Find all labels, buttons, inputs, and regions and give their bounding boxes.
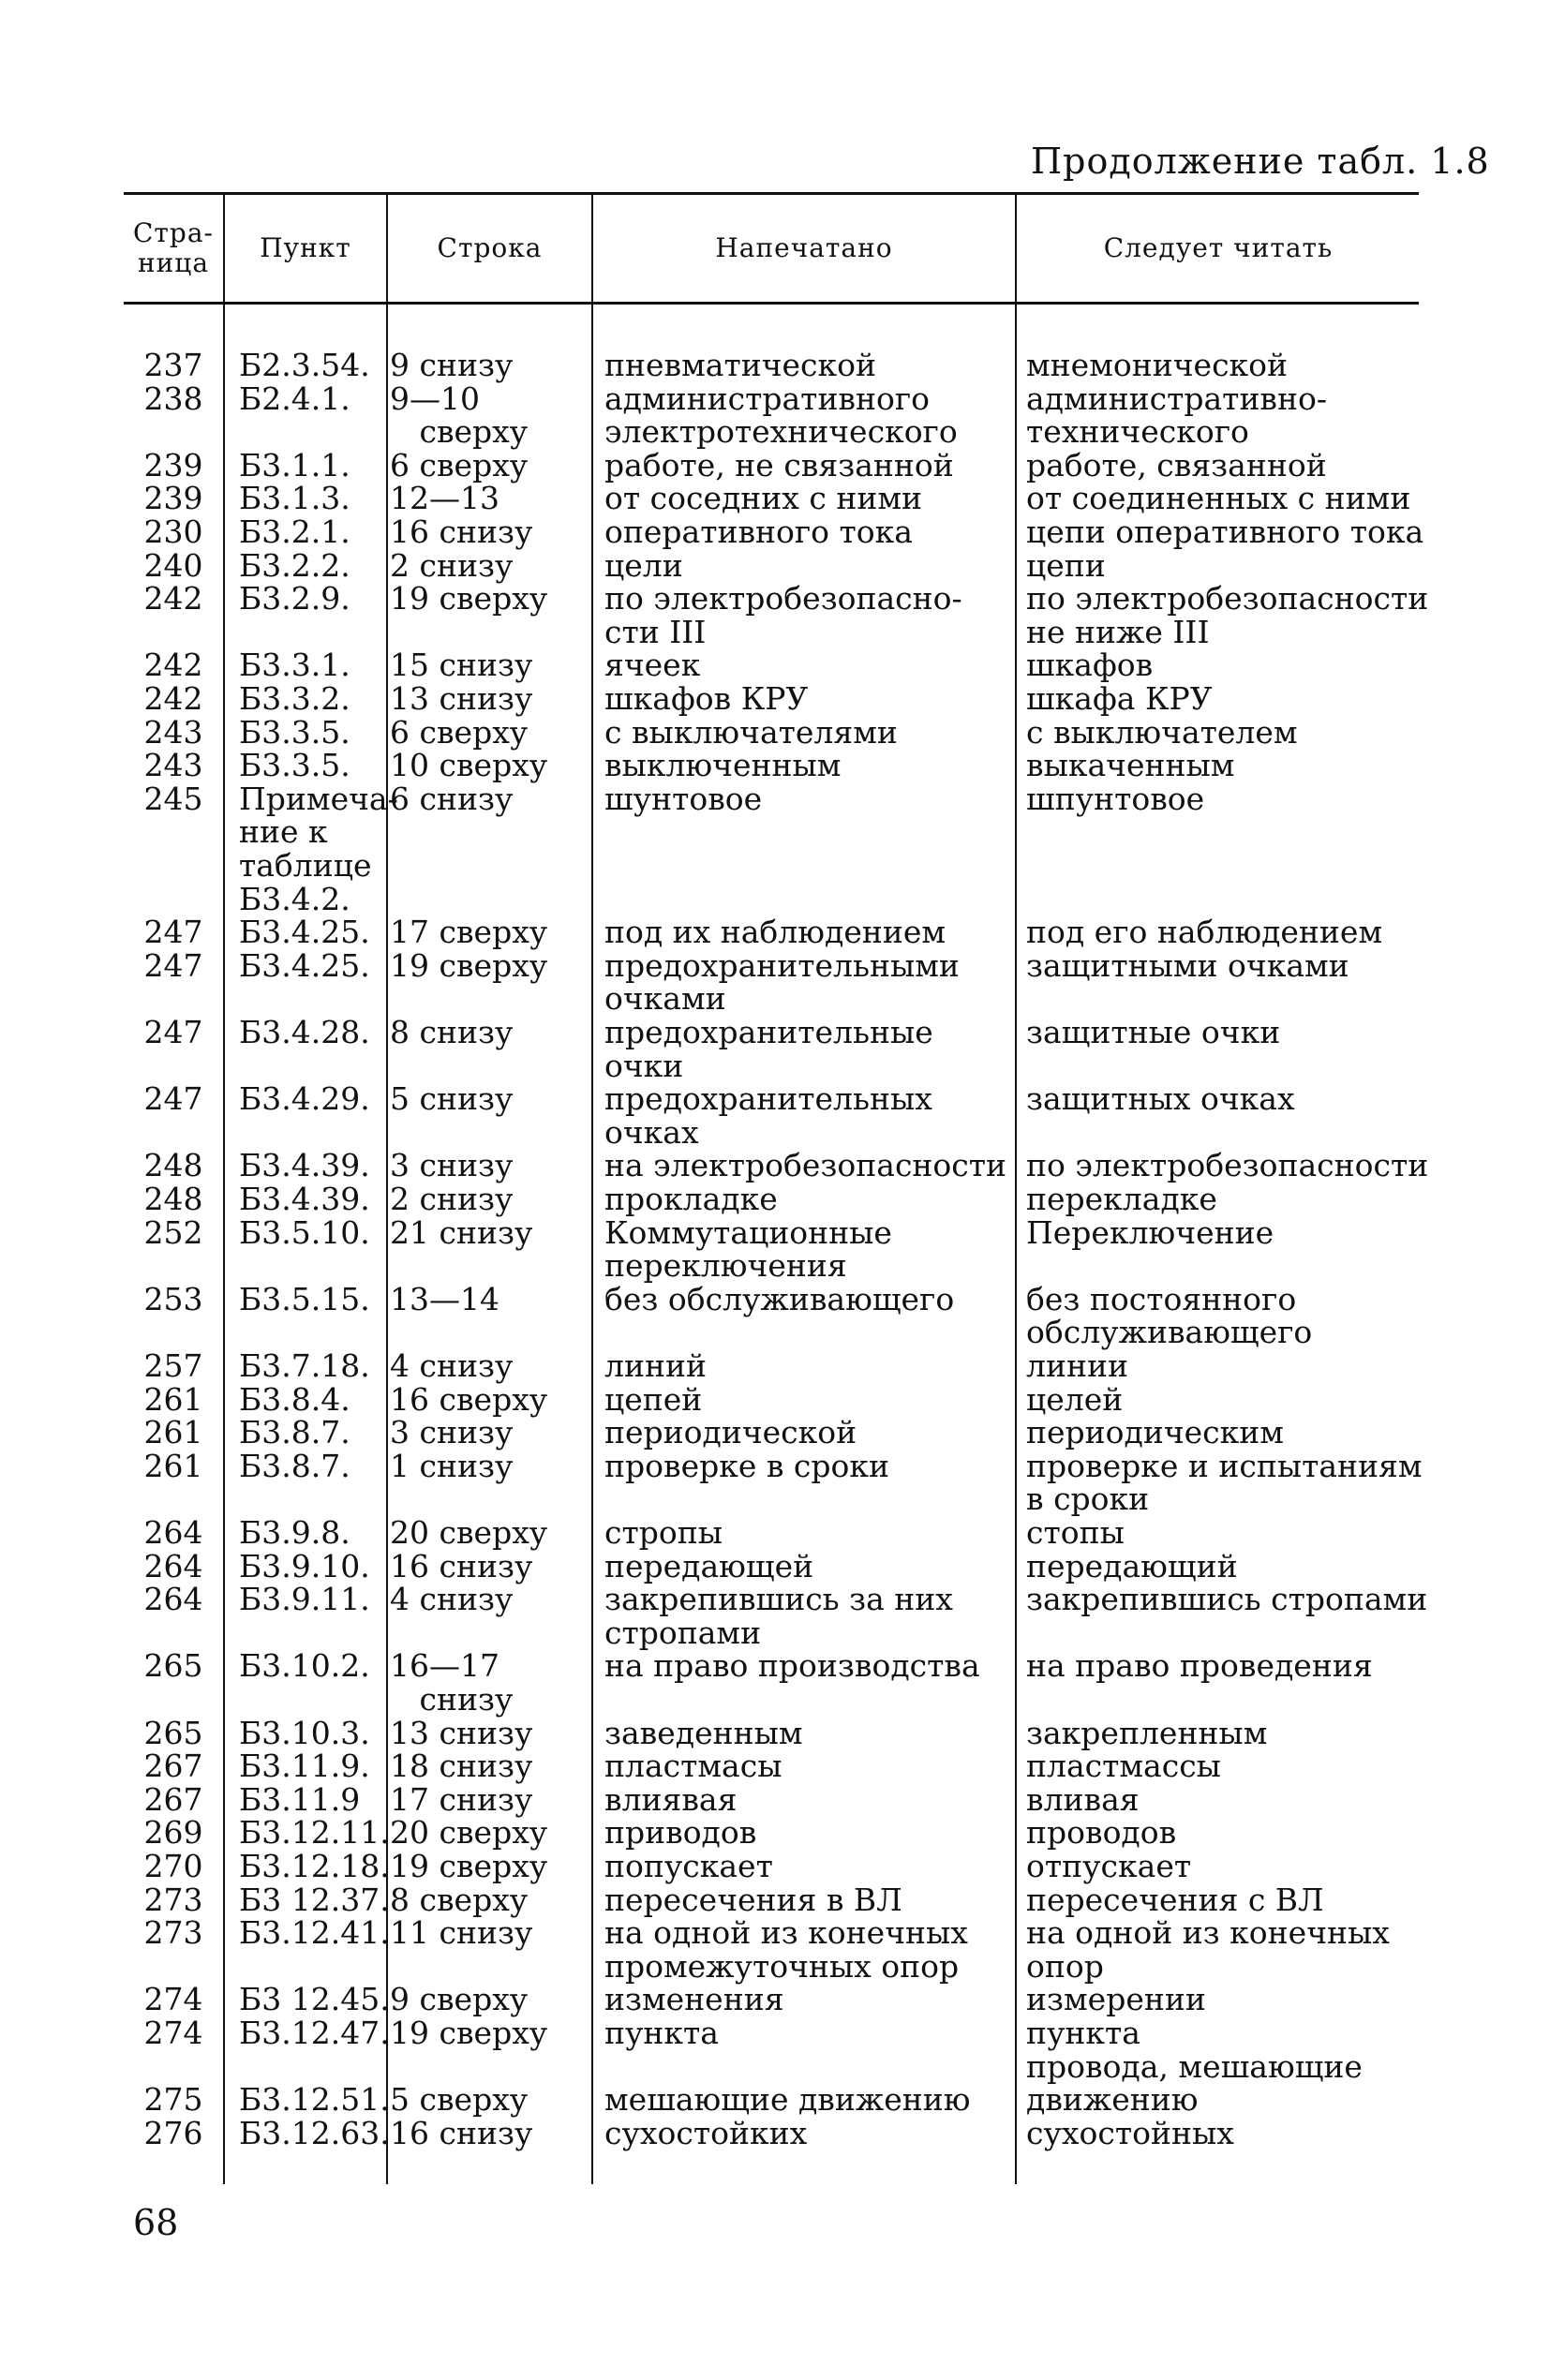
cell-page: 261 bbox=[143, 1414, 203, 1451]
cell-page: 273 bbox=[143, 1914, 203, 1952]
cell-item: Б3.12.51. bbox=[239, 2081, 390, 2119]
cell-page: 270 bbox=[143, 1848, 203, 1884]
cell-item: Примеча- ние к таблице Б3.4.2. bbox=[239, 780, 398, 917]
cell-page: 275 bbox=[143, 2081, 203, 2119]
cell-should-read: защитных очках bbox=[1026, 1080, 1295, 1118]
cell-should-read: пункта провода, мешающие bbox=[1026, 2015, 1363, 2085]
cell-page: 242 bbox=[143, 680, 203, 717]
cell-item: Б3 12.37. bbox=[239, 1881, 390, 1918]
cell-line: 17 снизу bbox=[390, 1780, 533, 1818]
cell-printed: периодической bbox=[604, 1414, 857, 1451]
cell-item: Б3.2.9. bbox=[239, 580, 350, 617]
cell-line: 9 сверху bbox=[390, 1981, 529, 2018]
cell-page: 267 bbox=[143, 1780, 203, 1818]
cell-page: 243 bbox=[143, 713, 203, 751]
column-divider bbox=[223, 193, 225, 2184]
cell-item: Б3.3.2. bbox=[239, 680, 350, 717]
cell-line: 11 снизу bbox=[390, 1914, 533, 1952]
cell-line: 16 сверху bbox=[390, 1380, 548, 1418]
cell-printed: пункта bbox=[604, 2015, 719, 2051]
cell-line: 18 снизу bbox=[390, 1748, 533, 1785]
cell-line: 19 сверху bbox=[390, 2015, 548, 2051]
cell-item: Б3.11.9 bbox=[239, 1780, 361, 1818]
cell-page: 265 bbox=[143, 1647, 203, 1685]
cell-item: Б3.4.28. bbox=[239, 1014, 370, 1050]
cell-should-read: измерении bbox=[1026, 1981, 1206, 2018]
cell-line: 9 снизу bbox=[390, 347, 514, 383]
cell-item: Б3.1.3. bbox=[239, 480, 350, 517]
cell-should-read: пересечения с ВЛ bbox=[1026, 1881, 1324, 1918]
cell-item: Б3.4.39. bbox=[239, 1181, 370, 1217]
cell-should-read: передающий bbox=[1026, 1547, 1238, 1584]
cell-page: 267 bbox=[143, 1748, 203, 1785]
cell-should-read: шпунтовое bbox=[1026, 780, 1205, 817]
cell-should-read: шкафа КРУ bbox=[1026, 680, 1213, 717]
cell-should-read: от соединенных с ними bbox=[1026, 480, 1411, 517]
cell-item: Б3.3.1. bbox=[239, 647, 350, 684]
cell-printed: цепей bbox=[604, 1380, 703, 1418]
cell-line: 6 сверху bbox=[390, 713, 529, 751]
cell-line: 9—10 сверху bbox=[390, 379, 529, 451]
cell-item: Б2.4.1. bbox=[239, 379, 350, 417]
cell-printed: мешающие движению bbox=[604, 2081, 971, 2119]
cell-page: 238 bbox=[143, 379, 203, 417]
cell-line: 2 снизу bbox=[390, 546, 514, 584]
header-should-read: Следует читать bbox=[1103, 232, 1334, 263]
cell-item: Б3.9.8. bbox=[239, 1514, 350, 1551]
cell-line: 16—17 снизу bbox=[390, 1647, 514, 1718]
cell-line: 3 снизу bbox=[390, 1147, 514, 1184]
cell-line: 16 снизу bbox=[390, 513, 533, 550]
cell-line: 6 снизу bbox=[390, 780, 514, 817]
cell-should-read: по электробезопасности bbox=[1026, 1147, 1429, 1184]
cell-should-read: с выключателем bbox=[1026, 713, 1298, 751]
cell-printed: заведенным bbox=[604, 1714, 803, 1751]
cell-item: Б3.9.10. bbox=[239, 1547, 370, 1584]
cell-page: 247 bbox=[143, 914, 203, 951]
cell-page: 276 bbox=[143, 2114, 203, 2151]
cell-printed: стропы bbox=[604, 1514, 723, 1551]
cell-page: 264 bbox=[143, 1581, 203, 1618]
cell-should-read: пластмассы bbox=[1026, 1748, 1221, 1785]
cell-printed: закрепившись за них стропами bbox=[604, 1581, 953, 1651]
cell-page: 252 bbox=[143, 1213, 203, 1251]
cell-page: 261 bbox=[143, 1380, 203, 1418]
cell-printed: прокладке bbox=[604, 1181, 778, 1217]
table-top-rule bbox=[124, 192, 1419, 195]
cell-should-read: сухостойных bbox=[1026, 2114, 1234, 2151]
cell-page: 248 bbox=[143, 1181, 203, 1217]
cell-printed: Коммутационные переключения bbox=[604, 1213, 892, 1285]
cell-printed: изменения bbox=[604, 1981, 784, 2018]
cell-line: 4 снизу bbox=[390, 1581, 514, 1618]
cell-line: 20 сверху bbox=[390, 1814, 548, 1852]
cell-item: Б3.12.41. bbox=[239, 1914, 390, 1952]
header-printed: Напечатано bbox=[715, 232, 893, 263]
cell-page: 247 bbox=[143, 1014, 203, 1050]
cell-should-read: цепи оперативного тока bbox=[1026, 513, 1424, 550]
cell-should-read: линии bbox=[1026, 1347, 1128, 1384]
cell-page: 274 bbox=[143, 2015, 203, 2051]
cell-line: 17 сверху bbox=[390, 914, 548, 951]
cell-item: Б3.8.7. bbox=[239, 1447, 350, 1484]
cell-should-read: вливая bbox=[1026, 1780, 1140, 1818]
cell-printed: ячеек bbox=[604, 647, 701, 684]
cell-printed: влиявая bbox=[604, 1780, 738, 1818]
cell-page: 237 bbox=[143, 347, 203, 383]
cell-item: Б3.8.4. bbox=[239, 1380, 350, 1418]
cell-page: 269 bbox=[143, 1814, 203, 1852]
cell-should-read: выкаченным bbox=[1026, 747, 1235, 784]
cell-page: 239 bbox=[143, 480, 203, 517]
cell-printed: попускает bbox=[604, 1848, 773, 1884]
cell-should-read: на право проведения bbox=[1026, 1647, 1373, 1685]
cell-should-read: периодическим bbox=[1026, 1414, 1284, 1451]
cell-line: 19 сверху bbox=[390, 1848, 548, 1884]
cell-item: Б3.7.18. bbox=[239, 1347, 370, 1384]
cell-item: Б3 12.45. bbox=[239, 1981, 390, 2018]
cell-item: Б3.2.2. bbox=[239, 546, 350, 584]
cell-page: 248 bbox=[143, 1147, 203, 1184]
page-number: 68 bbox=[133, 2202, 179, 2243]
cell-line: 13 снизу bbox=[390, 680, 533, 717]
cell-item: Б2.3.54. bbox=[239, 347, 370, 383]
cell-printed: под их наблюдением bbox=[604, 914, 946, 951]
cell-should-read: отпускает bbox=[1026, 1848, 1192, 1884]
cell-item: Б3.8.7. bbox=[239, 1414, 350, 1451]
cell-should-read: цепи bbox=[1026, 546, 1106, 584]
cell-printed: оперативного тока bbox=[604, 513, 913, 550]
cell-item: Б3.3.5. bbox=[239, 747, 350, 784]
cell-printed: приводов bbox=[604, 1814, 757, 1852]
cell-line: 1 снизу bbox=[390, 1447, 514, 1484]
cell-item: Б3.5.10. bbox=[239, 1213, 370, 1251]
cell-should-read: административно- технического bbox=[1026, 379, 1328, 451]
cell-item: Б3.1.1. bbox=[239, 446, 350, 483]
cell-line: 5 снизу bbox=[390, 1080, 514, 1118]
cell-should-read: работе, связанной bbox=[1026, 446, 1327, 483]
cell-line: 15 снизу bbox=[390, 647, 533, 684]
cell-printed: пересечения в ВЛ bbox=[604, 1881, 902, 1918]
cell-printed: административного электротехнического bbox=[604, 379, 958, 451]
cell-printed: цели bbox=[604, 546, 683, 584]
cell-should-read: под его наблюдением bbox=[1026, 914, 1383, 951]
cell-page: 247 bbox=[143, 946, 203, 984]
cell-should-read: мнемонической bbox=[1026, 347, 1289, 383]
header-page: Стра- ница bbox=[133, 217, 214, 278]
cell-line: 16 снизу bbox=[390, 1547, 533, 1584]
cell-line: 3 снизу bbox=[390, 1414, 514, 1451]
cell-printed: выключенным bbox=[604, 747, 842, 784]
cell-should-read: целей bbox=[1026, 1380, 1124, 1418]
cell-printed: предохранительными очками bbox=[604, 946, 960, 1018]
cell-printed: на право производства bbox=[604, 1647, 980, 1685]
cell-printed: линий bbox=[604, 1347, 707, 1384]
cell-line: 8 сверху bbox=[390, 1881, 529, 1918]
cell-printed: проверке в сроки bbox=[604, 1447, 890, 1484]
column-divider bbox=[591, 193, 593, 2184]
cell-page: 242 bbox=[143, 580, 203, 617]
cell-should-read: на одной из конечных опор bbox=[1026, 1914, 1390, 1985]
cell-item: Б3.10.2. bbox=[239, 1647, 370, 1685]
cell-line: 2 снизу bbox=[390, 1181, 514, 1217]
cell-page: 243 bbox=[143, 747, 203, 784]
cell-should-read: проверке и испытаниям в сроки bbox=[1026, 1447, 1423, 1518]
cell-should-read: закрепившись стропами bbox=[1026, 1581, 1428, 1618]
cell-page: 247 bbox=[143, 1080, 203, 1118]
header-bottom-rule bbox=[124, 302, 1419, 305]
cell-should-read: Переключение bbox=[1026, 1213, 1274, 1251]
cell-should-read: без постоянного обслуживающего bbox=[1026, 1280, 1313, 1351]
cell-printed: пластмасы bbox=[604, 1748, 782, 1785]
cell-item: Б3.12.18. bbox=[239, 1848, 390, 1884]
cell-item: Б3.12.11. bbox=[239, 1814, 390, 1852]
cell-item: Б3.10.3. bbox=[239, 1714, 370, 1751]
cell-item: Б3.9.11. bbox=[239, 1581, 370, 1618]
cell-printed: без обслуживающего bbox=[604, 1280, 955, 1317]
cell-line: 12—13 bbox=[390, 480, 499, 517]
cell-printed: передающей bbox=[604, 1547, 814, 1584]
cell-line: 13 снизу bbox=[390, 1714, 533, 1751]
cell-line: 20 сверху bbox=[390, 1514, 548, 1551]
cell-line: 10 сверху bbox=[390, 747, 548, 784]
cell-line: 4 снизу bbox=[390, 1347, 514, 1384]
cell-printed: предохранительных очках bbox=[604, 1080, 932, 1151]
cell-page: 257 bbox=[143, 1347, 203, 1384]
cell-page: 240 bbox=[143, 546, 203, 584]
cell-item: Б3.3.5. bbox=[239, 713, 350, 751]
cell-printed: на одной из конечных промежуточных опор bbox=[604, 1914, 968, 1985]
cell-line: 19 сверху bbox=[390, 580, 548, 617]
cell-page: 274 bbox=[143, 1981, 203, 2018]
cell-should-read: стопы bbox=[1026, 1514, 1125, 1551]
cell-printed: по электробезопасно- сти III bbox=[604, 580, 962, 650]
header-line: Строка bbox=[437, 232, 543, 263]
cell-page: 239 bbox=[143, 446, 203, 483]
cell-page: 245 bbox=[143, 780, 203, 817]
cell-printed: сухостойких bbox=[604, 2114, 808, 2151]
cell-printed: шунтовое bbox=[604, 780, 763, 817]
cell-item: Б3.11.9. bbox=[239, 1748, 370, 1785]
cell-printed: на электробезопасности bbox=[604, 1147, 1007, 1184]
cell-page: 264 bbox=[143, 1514, 203, 1551]
cell-line: 6 сверху bbox=[390, 446, 529, 483]
cell-line: 5 сверху bbox=[390, 2081, 529, 2119]
cell-printed: работе, не связанной bbox=[604, 446, 954, 483]
cell-should-read: защитными очками bbox=[1026, 946, 1349, 984]
cell-item: Б3.2.1. bbox=[239, 513, 350, 550]
cell-item: Б3.5.15. bbox=[239, 1280, 370, 1317]
cell-line: 16 снизу bbox=[390, 2114, 533, 2151]
cell-page: 264 bbox=[143, 1547, 203, 1584]
header-item: Пункт bbox=[260, 232, 351, 263]
cell-should-read: проводов bbox=[1026, 1814, 1177, 1852]
cell-line: 13—14 bbox=[390, 1280, 499, 1317]
cell-item: Б3.4.39. bbox=[239, 1147, 370, 1184]
cell-should-read: движению bbox=[1026, 2081, 1199, 2119]
cell-item: Б3.4.29. bbox=[239, 1080, 370, 1118]
cell-page: 242 bbox=[143, 647, 203, 684]
cell-item: Б3.12.47. bbox=[239, 2015, 390, 2051]
cell-page: 253 bbox=[143, 1280, 203, 1317]
table-caption: Продолжение табл. 1.8 bbox=[1031, 141, 1490, 182]
cell-printed: от соседних с ними bbox=[604, 480, 923, 517]
cell-line: 19 сверху bbox=[390, 946, 548, 984]
cell-line: 8 снизу bbox=[390, 1014, 514, 1050]
cell-should-read: по электробезопасности не ниже III bbox=[1026, 580, 1429, 650]
cell-item: Б3.12.63. bbox=[239, 2114, 390, 2151]
cell-printed: шкафов КРУ bbox=[604, 680, 809, 717]
cell-printed: пневматической bbox=[604, 347, 877, 383]
cell-printed: с выключателями bbox=[604, 713, 898, 751]
cell-should-read: закрепленным bbox=[1026, 1714, 1268, 1751]
cell-printed: предохранительные очки bbox=[604, 1014, 933, 1084]
cell-page: 265 bbox=[143, 1714, 203, 1751]
cell-item: Б3.4.25. bbox=[239, 946, 370, 984]
cell-page: 230 bbox=[143, 513, 203, 550]
cell-should-read: защитные очки bbox=[1026, 1014, 1281, 1050]
cell-should-read: шкафов bbox=[1026, 647, 1154, 684]
cell-item: Б3.4.25. bbox=[239, 914, 370, 951]
cell-should-read: перекладке bbox=[1026, 1181, 1217, 1217]
cell-line: 21 снизу bbox=[390, 1213, 533, 1251]
cell-page: 273 bbox=[143, 1881, 203, 1918]
column-divider bbox=[1015, 193, 1017, 2184]
cell-page: 261 bbox=[143, 1447, 203, 1484]
